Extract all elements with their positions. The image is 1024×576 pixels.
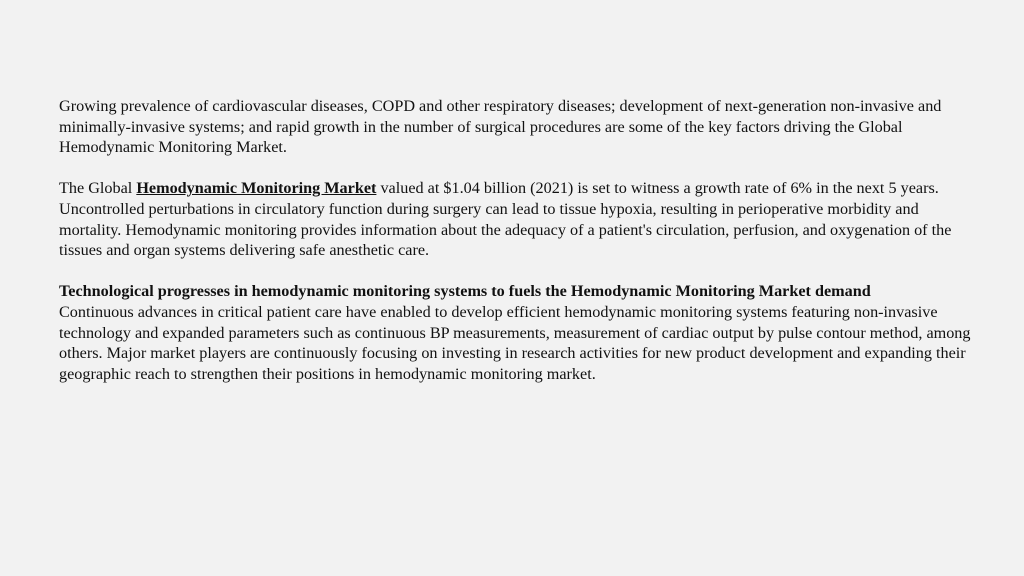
intro-paragraph: Growing prevalence of cardiovascular diseases, COPD and other respiratory diseases; development of next-generation non-invasive and minimally-invasive systems; and rapid growth in the number of surgical procedures are some of the key factors driving the Global Hemodynamic Monitoring Market. [59,97,942,157]
market-value-prefix: The Global [59,179,137,198]
paragraph-spacer [59,158,974,179]
hemodynamic-monitoring-market-link[interactable]: Hemodynamic Monitoring Market [136,179,377,198]
section-heading: Technological progresses in hemodynamic monitoring systems to fuels the Hemodynamic Monitoring Market demand [59,282,871,301]
document-body [59,96,974,384]
technology-paragraph: Continuous advances in critical patient care have enabled to develop efficient hemodynamic monitoring systems featuring non-invasive technology and expanded parameters such as continuous BP measurements, measurement of cardiac output by pulse contour method, among others. Major market players are continuously focusing on investing in research activities for new product development and expanding their geographic reach to strengthen their positions in hemodynamic monitoring market. [59,302,971,383]
paragraph-spacer [59,261,974,282]
market-value-text: valued at $1.04 billion (2021) is set to witness a growth rate of 6% in the next 5 years. Uncontrolled perturbations in circulatory function during surgery can lead to tissue hypoxia, resulting in perioperative morbidity and mortality. Hemodynamic monitoring provides information about the adequacy of a patient's circulation, perfusion, and oxygenation of the tissues and organ systems delivering safe anesthetic care. [59,179,952,260]
market-value-paragraph [59,178,974,260]
